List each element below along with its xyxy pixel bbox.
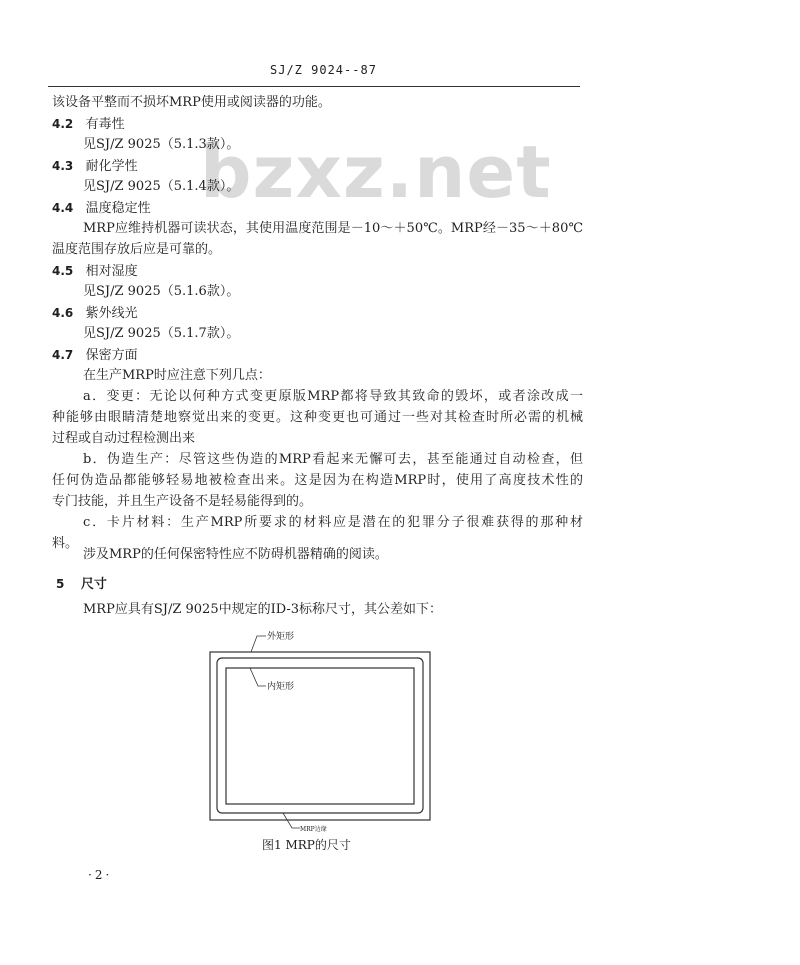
mrp-edge (217, 658, 423, 813)
intro-line: 该设备平整而不损坏MRP使用或阅读器的功能。 (52, 95, 331, 110)
section-4-7-heading: 4.7 保密方面 (52, 348, 138, 363)
page-number: ·2· (88, 868, 113, 882)
item-b-line1: b．伪造生产：尽管这些伪造的MRP看起来无懈可去，甚至能通过自动检查，但 (83, 452, 583, 467)
inner-rect-label: 内矩形 (267, 682, 295, 692)
section-4-6-text: 见SJ/Z 9025（5.1.7款）。 (83, 326, 240, 341)
section-4-6-heading: 4.6 紫外线光 (52, 306, 138, 321)
document-header: SJ/Z 9024--87 (270, 63, 377, 77)
section-4-7-closing: 涉及MRP的任何保密特性应不防碍机器精确的阅读。 (83, 547, 388, 562)
section-4-5-heading: 4.5 相对湿度 (52, 264, 138, 279)
header-rule (48, 86, 580, 87)
outer-rectangle (210, 652, 430, 820)
item-c-line2: 料。 (52, 536, 79, 551)
item-b-line2: 任何伪造品都能够轻易地被检查出来。这是因为在构造MRP时，使用了高度技术性的 (52, 473, 583, 488)
inner-rectangle (226, 668, 414, 804)
section-5-heading: 5 尺寸 (56, 577, 107, 592)
item-a-line1: a．变更：无论以何种方式变更原版MRP都将导致其致命的毁坏，或者涂改成一 (83, 389, 583, 404)
section-4-2-text: 见SJ/Z 9025（5.1.3款）。 (83, 137, 240, 152)
outer-label-leader (251, 636, 266, 652)
section-4-2-heading: 4.2 有毒性 (52, 117, 125, 132)
figure-caption: 图1 MRP的尺寸 (262, 838, 351, 852)
item-a-line2: 种能够由眼睛清楚地察觉出来的变更。这种变更也可通过一些对其检查时所必需的机械 (52, 410, 583, 425)
inner-label-leader (250, 668, 266, 686)
item-a-line3: 过程或自动过程检测出来 (52, 431, 196, 446)
mrp-dimension-figure (200, 628, 440, 838)
outer-rect-label: 外矩形 (267, 632, 295, 642)
section-4-4-line1: MRP应维持机器可读状态，其使用温度范围是－10～＋50℃。MRP经－35～＋80℃ (83, 221, 583, 236)
item-b-line3: 专门技能，并且生产设备不是轻易能得到的。 (52, 494, 313, 509)
section-4-3-heading: 4.3 耐化学性 (52, 159, 138, 174)
section-4-3-text: 见SJ/Z 9025（5.1.4款）。 (83, 179, 240, 194)
section-5-text: MRP应具有SJ/Z 9025中规定的ID-3标称尺寸，其公差如下： (83, 602, 443, 617)
watermark: bzxz.net (200, 130, 552, 214)
section-4-4-line2: 温度范围存放后应是可靠的。 (52, 242, 222, 257)
section-4-7-intro: 在生产MRP时应注意下列几点： (83, 368, 271, 383)
section-4-4-heading: 4.4 温度稳定性 (52, 201, 151, 216)
section-4-5-text: 见SJ/Z 9025（5.1.6款）。 (83, 284, 240, 299)
mrp-edge-label: MRP边缘 (300, 826, 327, 833)
item-c-line1: c．卡片材料：生产MRP所要求的材料应是潜在的犯罪分子很难获得的那种材 (83, 515, 583, 530)
